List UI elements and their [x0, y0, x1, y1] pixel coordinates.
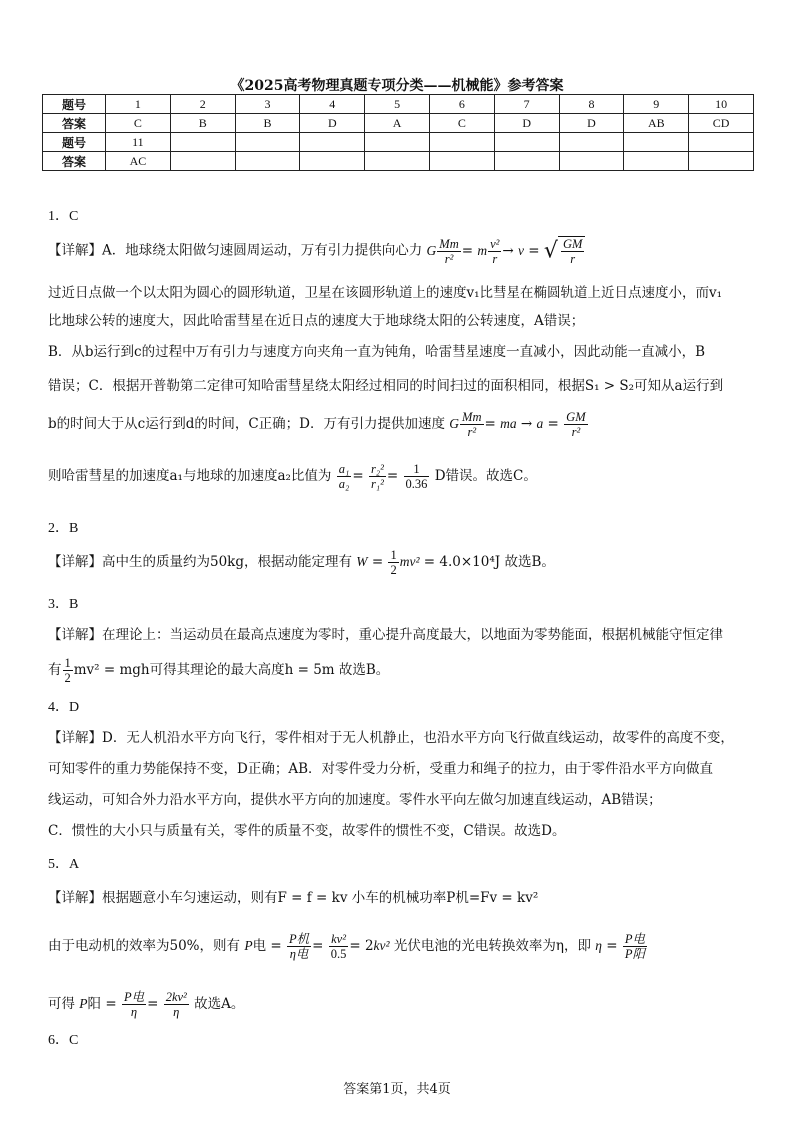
table-cell [494, 133, 559, 152]
table-cell: 3 [235, 95, 300, 114]
answer-5-line-1: 【详解】根据题意小车匀速运动，则有F = f = kv 小车的机械功率P机=Fv = kv² [48, 890, 539, 906]
answer-6-heading: 6．C [48, 1033, 79, 1048]
table-cell: AB [624, 114, 689, 133]
answer-1-line-6: b的时间大于从c运行到d的时间，C正确；D．万有引力提供加速度 G $\frac{Mm}{\text{r²}}$ = ma → a = $\frac{GM}{\text{r²}}$ [48, 410, 758, 439]
table-cell [170, 133, 235, 152]
answer-row [43, 152, 754, 171]
answer-4-line-4: C．惯性的大小只与质量有关，零件的质量不变，故零件的惯性不变，C错误。故选D。 [48, 823, 566, 839]
table-cell: 8 [559, 95, 624, 114]
table-cell [235, 133, 300, 152]
row-label: 答案 [43, 114, 106, 133]
table-cell: D [559, 114, 624, 133]
table-cell [300, 152, 365, 171]
table-cell: 1 [106, 95, 171, 114]
table-cell: D [300, 114, 365, 133]
gravity-formula: G $\frac{Mm}{\text{r²}}$ = m $\frac{\text{v²}}{r}$ → v = √ $\frac{GM}{r}$ [427, 243, 586, 259]
table-cell [689, 133, 754, 152]
answer-4-line-3: 线运动，可知合外力沿水平方向，提供水平方向的加速度。零件水平向左做匀加速直线运动，AB错误； [48, 792, 662, 808]
table-cell [494, 152, 559, 171]
table-cell [365, 133, 430, 152]
table-cell: C [106, 114, 171, 133]
table-cell: C [429, 114, 494, 133]
answer-row [43, 114, 754, 133]
table-cell [365, 152, 430, 171]
acceleration-formula: G $\frac{Mm}{\text{r²}}$ = ma → a = $\frac{GM}{\text{r²}}$ [449, 410, 586, 439]
answer-1-block [48, 206, 758, 228]
table-cell: A [365, 114, 430, 133]
answer-1-line-2: 过近日点做一个以太阳为圆心的圆形轨道，卫星在该圆形轨道上的速度v₁比彗星在椭圆轨道上近日点速度小，而v₁ [48, 285, 723, 301]
table-cell: D [494, 114, 559, 133]
table-cell: 5 [365, 95, 430, 114]
table-cell: 4 [300, 95, 365, 114]
table-cell: CD [689, 114, 754, 133]
table-cell [689, 152, 754, 171]
power-formula: P电 = $\frac{\text{P机}}{\text{η电}}$ = $\frac{\text{kv²}}{0.5}$ = 2kv² [244, 932, 390, 961]
row-label: 答案 [43, 152, 106, 171]
table-cell [559, 152, 624, 171]
table-cell [170, 152, 235, 171]
table-cell [559, 133, 624, 152]
table-cell: 6 [429, 95, 494, 114]
table-cell [624, 152, 689, 171]
answer-3-heading: 3．B [48, 597, 79, 612]
answer-4-line-2: 可知零件的重力势能保持不变，D正确；AB．对零件受力分析，受重力和绳子的拉力，由于零件沿水平方向做直 [48, 761, 713, 777]
answer-3-line-2: 有 $\frac{1}{2}$ mv² = mgh可得其理论的最大高度h = 5m 故选B。 [48, 656, 390, 685]
answer-1-line-5: 错误；C．根据开普勒第二定律可知哈雷彗星绕太阳经过相同的时间扫过的面积相同，根据S₁ > S₂可知从a运行到 [48, 378, 724, 394]
table-cell [429, 133, 494, 152]
table-cell [235, 152, 300, 171]
answer-table [42, 94, 754, 171]
efficiency-formula: η = $\frac{\text{P电}}{\text{P阳}}$ [595, 932, 646, 961]
page-footer: 答案第1页，共4页 [343, 1082, 451, 1097]
table-cell: 10 [689, 95, 754, 114]
work-energy-formula: W = $\frac{1}{2}$ mv² [356, 548, 420, 577]
question-number-row [43, 95, 754, 114]
answer-2-line-1: 【详解】高中生的质量约为50kg，根据动能定理有 W = $\frac{1}{2}$ mv² = 4.0×10⁴J 故选B。 [48, 548, 555, 577]
table-cell: 11 [106, 133, 171, 152]
answer-5-line-3: 可得 P阳 = $\frac{\text{P电}}{\eta}$ = $\frac{\text{2kv²}}{\eta}$ 故选A。 [48, 990, 245, 1019]
table-cell [300, 133, 365, 152]
answer-4-line-1: 【详解】D．无人机沿水平方向飞行，零件相对于无人机静止，也沿水平方向飞行做直线运动，故零件的高度不变， [48, 730, 734, 746]
row-label: 题号 [43, 133, 106, 152]
page-title: 《2025高考物理真题专项分类——机械能》参考答案 [230, 78, 564, 94]
answer-5-line-2: 由于电动机的效率为50%，则有 P电 = $\frac{\text{P机}}{\text{η电}}$ = $\frac{\text{kv²}}{0.5}$ = 2kv² 光伏电池的光电转换效率为η，即 η = $\frac{\text{P电}}{\text{P阳}}$ [48, 932, 758, 961]
solar-power-formula: P阳 = $\frac{\text{P电}}{\eta}$ = $\frac{\text{2kv²}}{\eta}$ [79, 990, 187, 1019]
question-number-row [43, 133, 754, 152]
table-cell: 7 [494, 95, 559, 114]
table-cell: AC [106, 152, 171, 171]
answer-1-heading: 1．C [48, 209, 79, 224]
table-cell: 2 [170, 95, 235, 114]
table-cell [624, 133, 689, 152]
half-fraction: $\frac{1}{2}$ [64, 656, 71, 685]
answer-2-heading: 2．B [48, 521, 79, 536]
table-cell: 9 [624, 95, 689, 114]
row-label: 题号 [43, 95, 106, 114]
table-cell: B [235, 114, 300, 133]
answer-4-heading: 4．D [48, 700, 80, 715]
answer-1-line-7: 则哈雷彗星的加速度a₁与地球的加速度a₂比值为 $\frac{\text{a₁}}{\text{a₂}}$ = $\frac{\text{r₂²}}{\text{r₁²}}$ = $\frac{1}{0.36}$ D错误。故选C。 [48, 462, 537, 491]
table-cell [429, 152, 494, 171]
answer-1-line-3: 比地球公转的速度大，因此哈雷彗星在近日点的速度大于地球绕太阳的公转速度，A错误； [48, 313, 585, 329]
ratio-formula: $\frac{\text{a₁}}{\text{a₂}}$ = $\frac{\text{r₂²}}{\text{r₁²}}$ = $\frac{1}{0.36}$ [338, 462, 428, 491]
answer-5-heading: 5．A [48, 857, 80, 872]
answer-3-line-1: 【详解】在理论上：当运动员在最高点速度为零时，重心提升高度最大，以地面为零势能面，根据机械能守恒定律 [48, 627, 723, 643]
answer-1-line-4: B．从b运行到c的过程中万有引力与速度方向夹角一直为钝角，哈雷彗星速度一直减小，因此动能一直减小，B [48, 344, 706, 360]
answer-1-line-1: 【详解】A．地球绕太阳做匀速圆周运动，万有引力提供向心力 G $\frac{Mm}{\text{r²}}$ = m $\frac{\text{v²}}{r}$ → v = √ $\frac{GM}{r}$ [48, 236, 758, 266]
table-cell: B [170, 114, 235, 133]
